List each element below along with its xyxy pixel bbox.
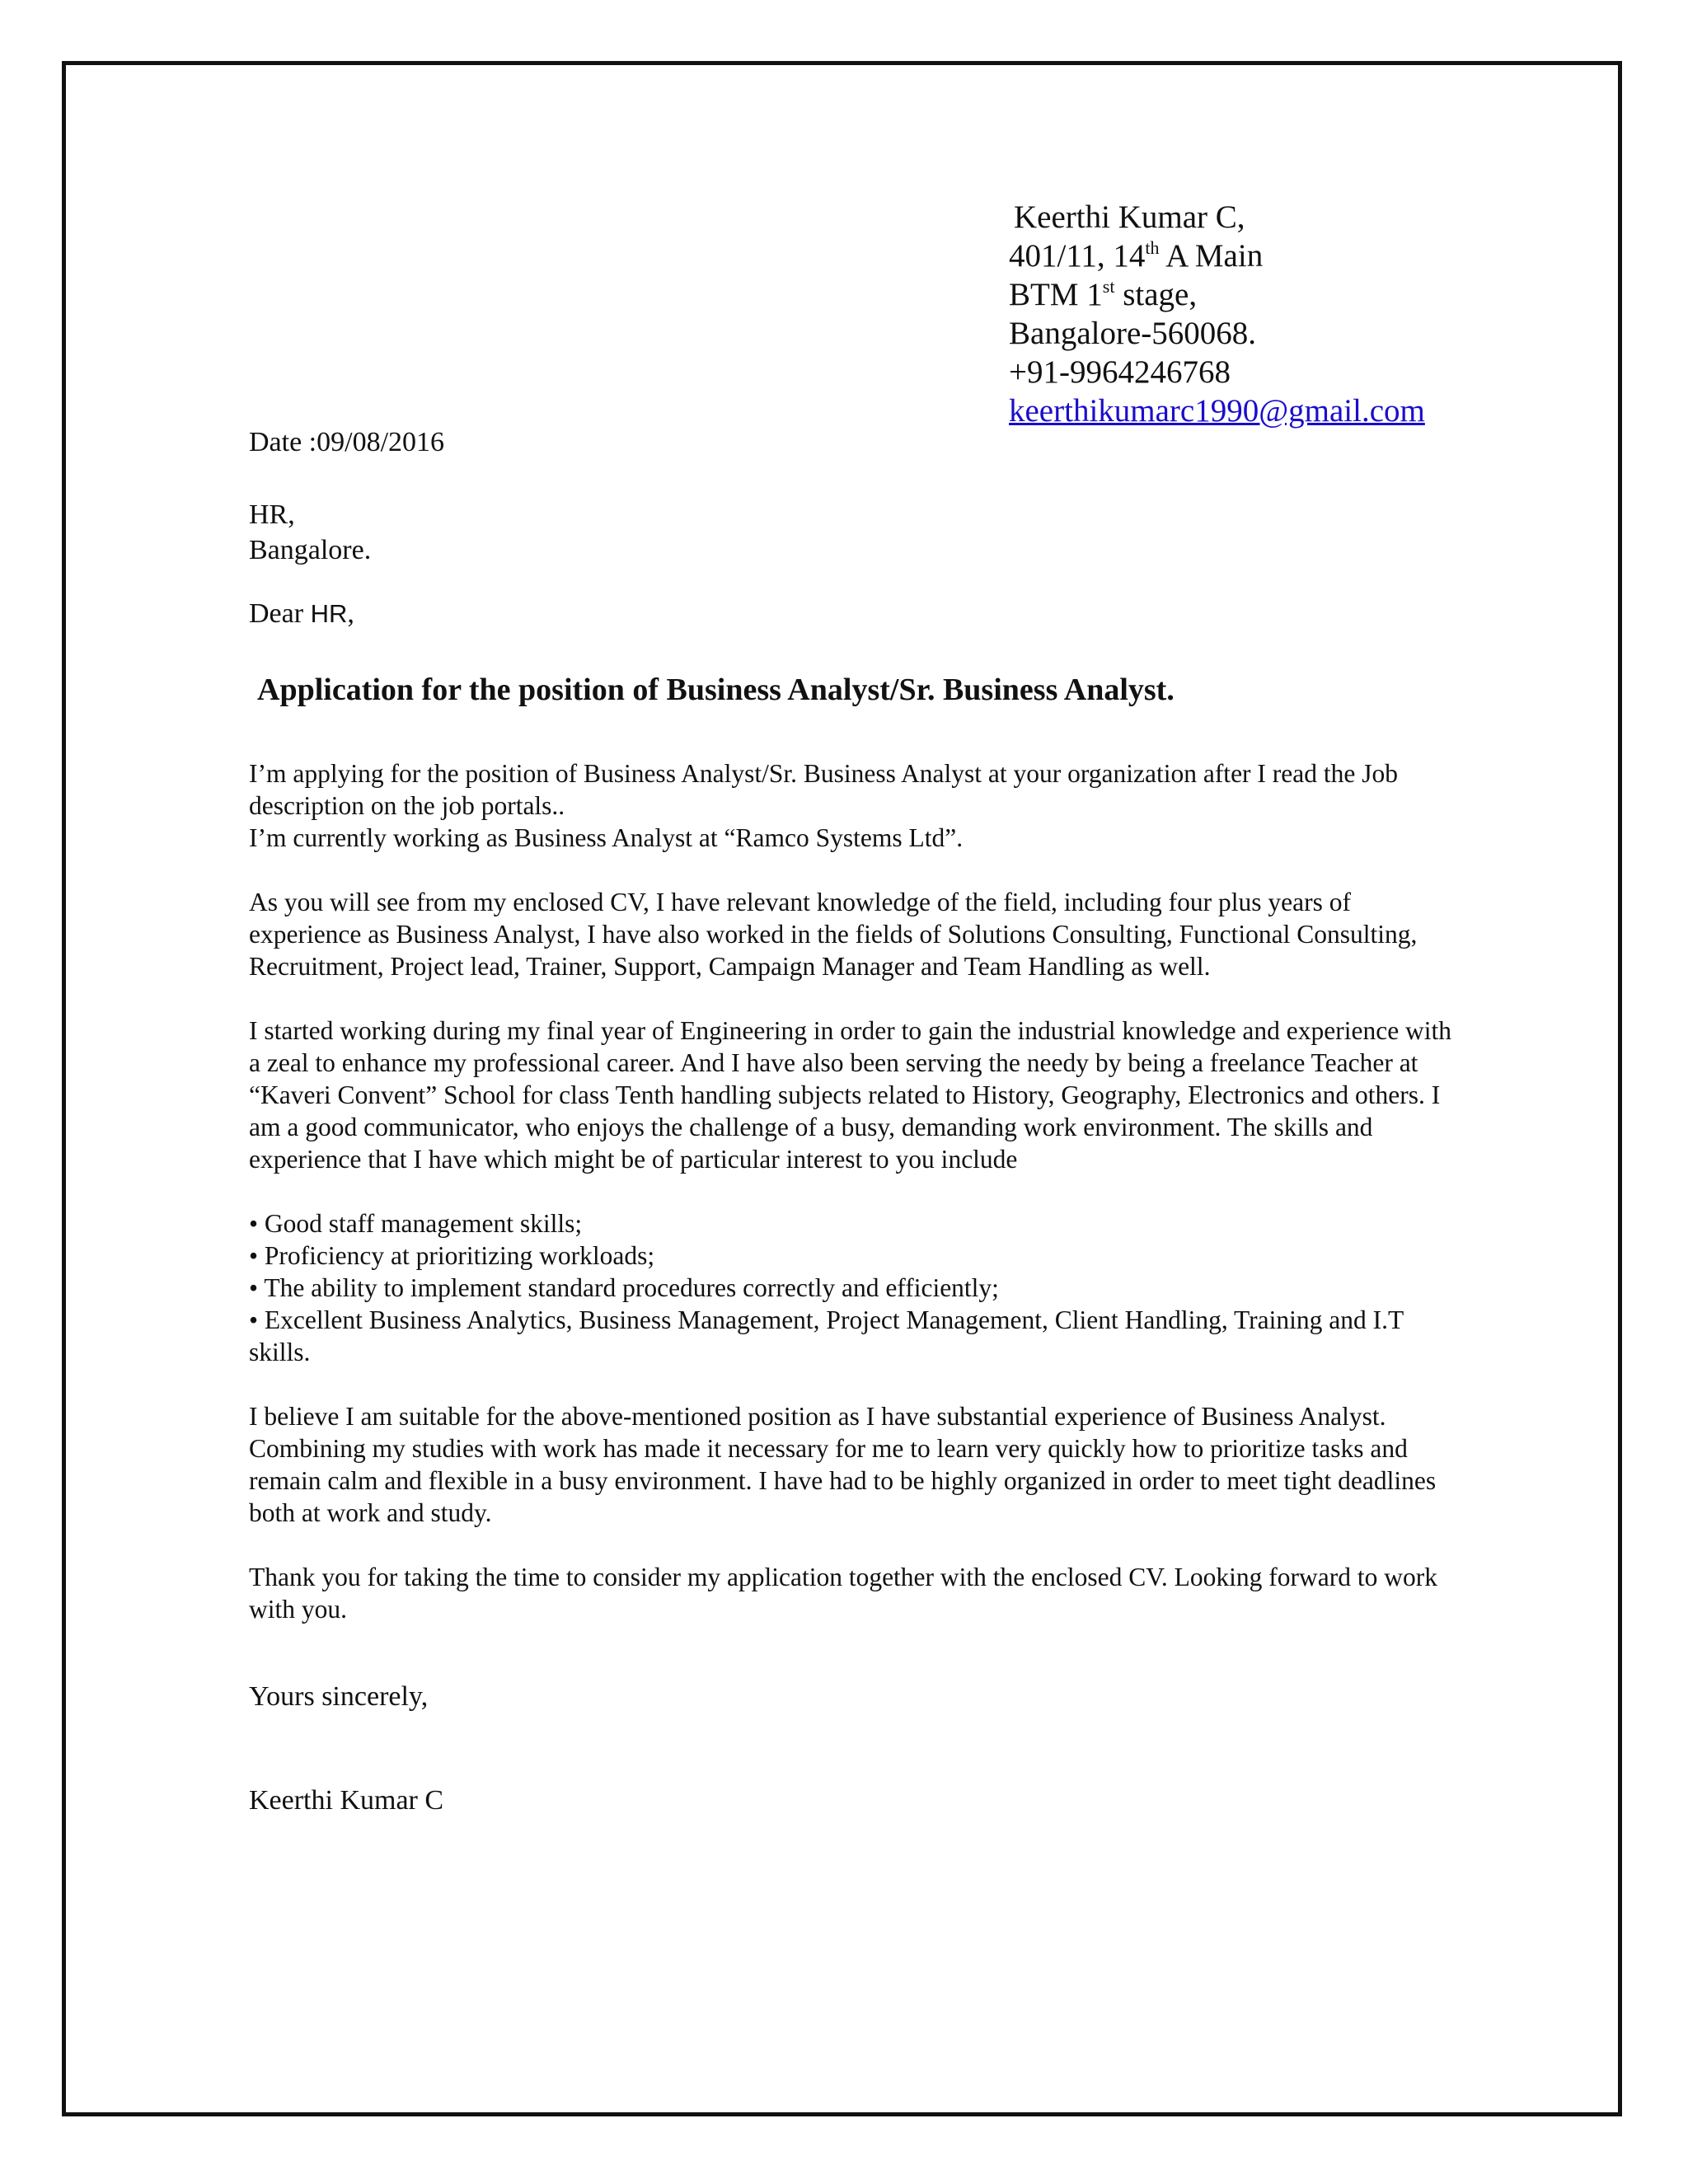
letter-date: Date :09/08/2016	[249, 427, 445, 457]
list-item: • Proficiency at prioritizing workloads;	[249, 1241, 655, 1270]
paragraph-intro: I’m applying for the position of Business Analyst/Sr. Business Analyst at your organization after I read the Job description on the job portals.. I’m currently working as Business Analyst at “Ramco Systems Ltd”.	[249, 759, 1398, 852]
paragraph-suitability: I believe I am suitable for the above-mentioned position as I have substantial experience of Business Analyst. Combining my studies with work has made it necessary for me to learn very quickly how to prioritize tasks and remain calm and flexible in a busy environment. I have had to be highly organized in order to meet tight deadlines both at work and study.	[249, 1402, 1437, 1527]
sender-address-line-1: 401/11, 14th A Main	[1009, 237, 1264, 274]
letter-body	[249, 757, 1452, 1625]
paragraph-experience: As you will see from my enclosed CV, I have relevant knowledge of the field, including four plus years of experience as Business Analyst, I have also worked in the fields of Solutions Consulting, Functional Consulting, Recruitment, Project lead, Trainer, Support, Campaign Manager and Team Handling as well.	[249, 888, 1418, 981]
sender-email-link[interactable]: keerthikumarc1990@gmail.com	[1009, 393, 1425, 429]
sender-city: Bangalore-560068.	[1009, 316, 1257, 351]
list-item: • The ability to implement standard procedures correctly and efficiently;	[249, 1273, 999, 1302]
sender-address-line-2: BTM 1st stage,	[1009, 276, 1198, 312]
recipient-line-2: Bangalore.	[249, 535, 372, 565]
salutation: Dear HR,	[249, 598, 354, 629]
signature: Keerthi Kumar C	[249, 1785, 444, 1816]
paragraph-background: I started working during my final year of Engineering in order to gain the industrial knowledge and experience with a zeal to enhance my professional career. And I have also been serving the needy by being a freelance Teacher at “Kaveri Convent” School for class Tenth handling subjects related to History, Geography, Electronics and others. I am a good communicator, who enjoys the challenge of a busy, demanding work environment. The skills and experience that I have which might be of particular interest to you include	[249, 1016, 1452, 1174]
sender-name: Keerthi Kumar C,	[1014, 199, 1245, 235]
list-item: • Good staff management skills;	[249, 1209, 583, 1238]
list-item: • Excellent Business Analytics, Business Management, Project Management, Client Handling, Training and I.T skills.	[249, 1305, 1404, 1366]
recipient-line-1: HR,	[249, 499, 295, 530]
closing: Yours sincerely,	[249, 1681, 429, 1712]
paragraph-thanks: Thank you for taking the time to consider my application together with the enclosed CV. Looking forward to work with you.	[249, 1563, 1437, 1624]
recipient-block	[249, 497, 371, 568]
sender-address-block	[1009, 198, 1425, 430]
sender-phone: +91-9964246768	[1009, 354, 1231, 390]
skills-list	[249, 1207, 1452, 1368]
subject-line: Application for the position of Business Analyst/Sr. Business Analyst.	[257, 673, 1175, 707]
